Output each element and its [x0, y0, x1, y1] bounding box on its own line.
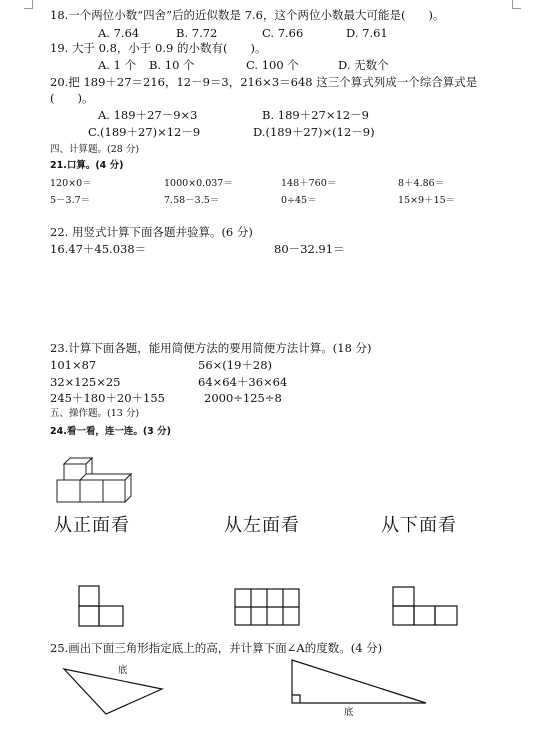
q19-stem: 19. 大于 0.8，小于 0.9 的小数有( )。 [50, 41, 267, 55]
q18-option-b: B. 7.72 [176, 26, 218, 40]
q19-option-c: C. 100 个 [246, 58, 299, 72]
view-label-front: 从正面看 [54, 515, 130, 536]
cube-stack-figure [54, 457, 134, 507]
q19-option-d: D. 无数个 [338, 58, 389, 72]
page-corner-mark-right [512, 0, 521, 9]
q19-option-a: A. 1 个 [98, 58, 137, 72]
q20-stem-answer: ( )。 [50, 91, 94, 105]
q18-option-a: A. 7.64 [98, 26, 140, 40]
q22-item-2: 80－32.91＝ [274, 242, 345, 256]
q21-item: 8＋4.86＝ [398, 178, 445, 189]
triangle-1-base-label: 底 [118, 665, 128, 676]
q23-item: 245＋180＋20＋155 [50, 391, 165, 405]
section-4-title: 四、计算题。(28 分) [50, 144, 140, 155]
q21-item: 0÷45＝ [281, 195, 317, 206]
q21-item: 148＋760＝ [281, 178, 337, 189]
q21-item: 15×9＋15＝ [398, 195, 456, 206]
q20-option-d: D.(189＋27)×(12－9) [253, 125, 375, 139]
q21-item: 1000×0.037＝ [164, 178, 233, 189]
view-label-bottom: 从下面看 [381, 515, 457, 536]
q18-stem: 18.一个两位小数“四舍”后的近似数是 7.6，这个两位小数最大可能是( )。 [50, 8, 445, 22]
q20-stem: 20.把 189＋27＝216，12－9＝3，216×3＝648 这三个算式列成一个综合算式是 [50, 75, 478, 89]
q23-item: 2000÷125÷8 [204, 391, 282, 405]
section-5-title: 五、操作题。(13 分) [50, 408, 140, 419]
q25-title: 25.画出下面三角形指定底上的高，并计算下面∠A的度数。(4 分) [50, 641, 383, 655]
q22-title: 22. 用竖式计算下面各题并验算。(6 分) [50, 225, 253, 239]
q21-item: 7.58－3.5＝ [164, 195, 220, 206]
view-drawing-3 [392, 586, 458, 626]
q21-item: 5－3.7＝ [50, 195, 91, 206]
q22-item-1: 16.47＋45.038＝ [50, 242, 147, 256]
q20-option-a: A. 189＋27－9×3 [98, 108, 198, 122]
q21-title: 21.口算。(4 分) [50, 160, 124, 171]
q21-item: 120×0＝ [50, 178, 92, 189]
view-label-left: 从左面看 [224, 515, 300, 536]
view-drawing-1 [78, 585, 124, 627]
q23-item: 32×125×25 [50, 375, 121, 389]
q23-title: 23.计算下面各题，能用简便方法的要用简便方法计算。(18 分) [50, 341, 372, 355]
view-drawing-2 [234, 588, 300, 626]
q18-option-d: D. 7.61 [346, 26, 388, 40]
q23-item: 56×(19＋28) [198, 358, 273, 372]
q20-option-c: C.(189＋27)×12－9 [88, 125, 201, 139]
triangle-1 [62, 666, 166, 716]
q23-item: 101×87 [50, 358, 97, 372]
q19-option-b: B. 10 个 [149, 58, 195, 72]
page-corner-mark-left [24, 0, 33, 9]
q24-title: 24.看一看，连一连。(3 分) [50, 426, 171, 437]
triangle-2 [290, 658, 428, 708]
q18-option-c: C. 7.66 [262, 26, 304, 40]
triangle-2-base-label: 底 [344, 707, 354, 718]
q20-option-b: B. 189＋27×12－9 [262, 108, 369, 122]
q23-item: 64×64＋36×64 [198, 375, 288, 389]
